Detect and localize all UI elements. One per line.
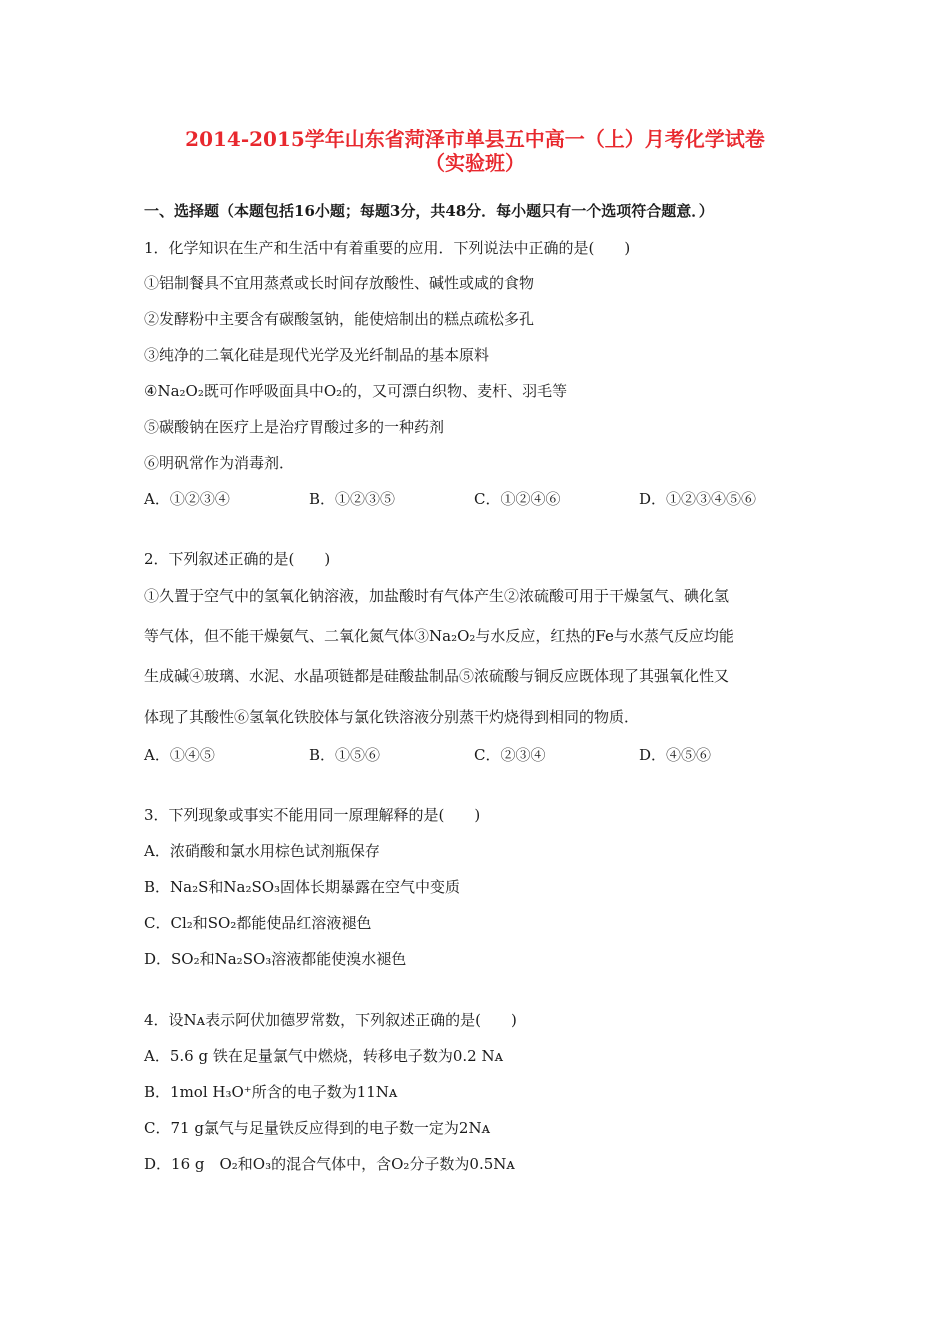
q4-option-c: C．71 g氯气与足量铁反应得到的电子数一定为2Nᴀ: [144, 1119, 491, 1137]
q1-option-d: D．①②③④⑤⑥: [639, 490, 757, 508]
q2-text-line-2: 等气体，但不能干燥氨气、二氧化氮气体③Na₂O₂与水反应，红热的Fe与水蒸气反应均能: [144, 627, 734, 645]
q2-text-line-1: ①久置于空气中的氢氧化钠溶液，加盐酸时有气体产生②浓硫酸可用于干燥氢气、碘化氢: [144, 587, 730, 605]
q4-stem: 4．设Nᴀ表示阿伏加德罗常数，下列叙述正确的是( ): [144, 1011, 517, 1029]
q3-stem: 3．下列现象或事实不能用同一原理解释的是( ): [144, 806, 481, 824]
q3-option-d: D．SO₂和Na₂SO₃溶液都能使溴水褪色: [144, 950, 407, 968]
q1-statement-3: ③纯净的二氧化硅是现代光学及光纤制品的基本原料: [144, 346, 490, 364]
q2-option-a: A．①④⑤: [144, 746, 215, 764]
q1-option-c: C．①②④⑥: [474, 490, 561, 508]
q1-statement-6: ⑥明矾常作为消毒剂．: [144, 454, 295, 472]
q4-option-a: A．5.6 g 铁在足量氯气中燃烧，转移电子数为0.2 Nᴀ: [144, 1047, 504, 1065]
q1-statement-1: ①铝制餐具不宜用蒸煮或长时间存放酸性、碱性或咸的食物: [144, 274, 535, 292]
q3-option-a: A．浓硝酸和氯水用棕色试剂瓶保存: [144, 842, 380, 860]
q3-option-b: B．Na₂S和Na₂SO₃固体长期暴露在空气中变质: [144, 878, 461, 896]
q1-option-b: B．①②③⑤: [309, 490, 396, 508]
section-heading: 一、选择题（本题包括16小题；每题3分，共48分．每小题只有一个选项符合题意．）: [144, 202, 714, 220]
q2-option-b: B．①⑤⑥: [309, 746, 381, 764]
q1-stem: 1．化学知识在生产和生活中有着重要的应用．下列说法中正确的是( ): [144, 239, 631, 257]
exam-subtitle: （实验班）: [425, 151, 525, 175]
q4-option-d: D．16 g O₂和O₃的混合气体中，含O₂分子数为0.5Nᴀ: [144, 1155, 515, 1173]
exam-title: 2014-2015学年山东省菏泽市单县五中高一（上）月考化学试卷: [185, 127, 765, 151]
q2-text-line-4: 体现了其酸性⑥氢氧化铁胶体与氯化铁溶液分别蒸干灼烧得到相同的物质．: [144, 708, 640, 726]
q2-option-c: C．②③④: [474, 746, 546, 764]
q1-option-a: A．①②③④: [144, 490, 230, 508]
q3-option-c: C．Cl₂和SO₂都能使品红溶液褪色: [144, 914, 372, 932]
q1-statement-5: ⑤碳酸钠在医疗上是治疗胃酸过多的一种药剂: [144, 418, 445, 436]
q4-option-b: B．1mol H₃O⁺所含的电子数为11Nᴀ: [144, 1083, 398, 1101]
q2-text-line-3: 生成碱④玻璃、水泥、水晶项链都是硅酸盐制品⑤浓硫酸与铜反应既体现了其强氧化性又: [144, 667, 730, 685]
q1-statement-4: ④Na₂O₂既可作呼吸面具中O₂的，又可漂白织物、麦杆、羽毛等: [144, 382, 568, 400]
q2-option-d: D．④⑤⑥: [639, 746, 712, 764]
q1-statement-2: ②发酵粉中主要含有碳酸氢钠，能使焙制出的糕点疏松多孔: [144, 310, 535, 328]
q2-stem: 2．下列叙述正确的是( ): [144, 550, 331, 568]
